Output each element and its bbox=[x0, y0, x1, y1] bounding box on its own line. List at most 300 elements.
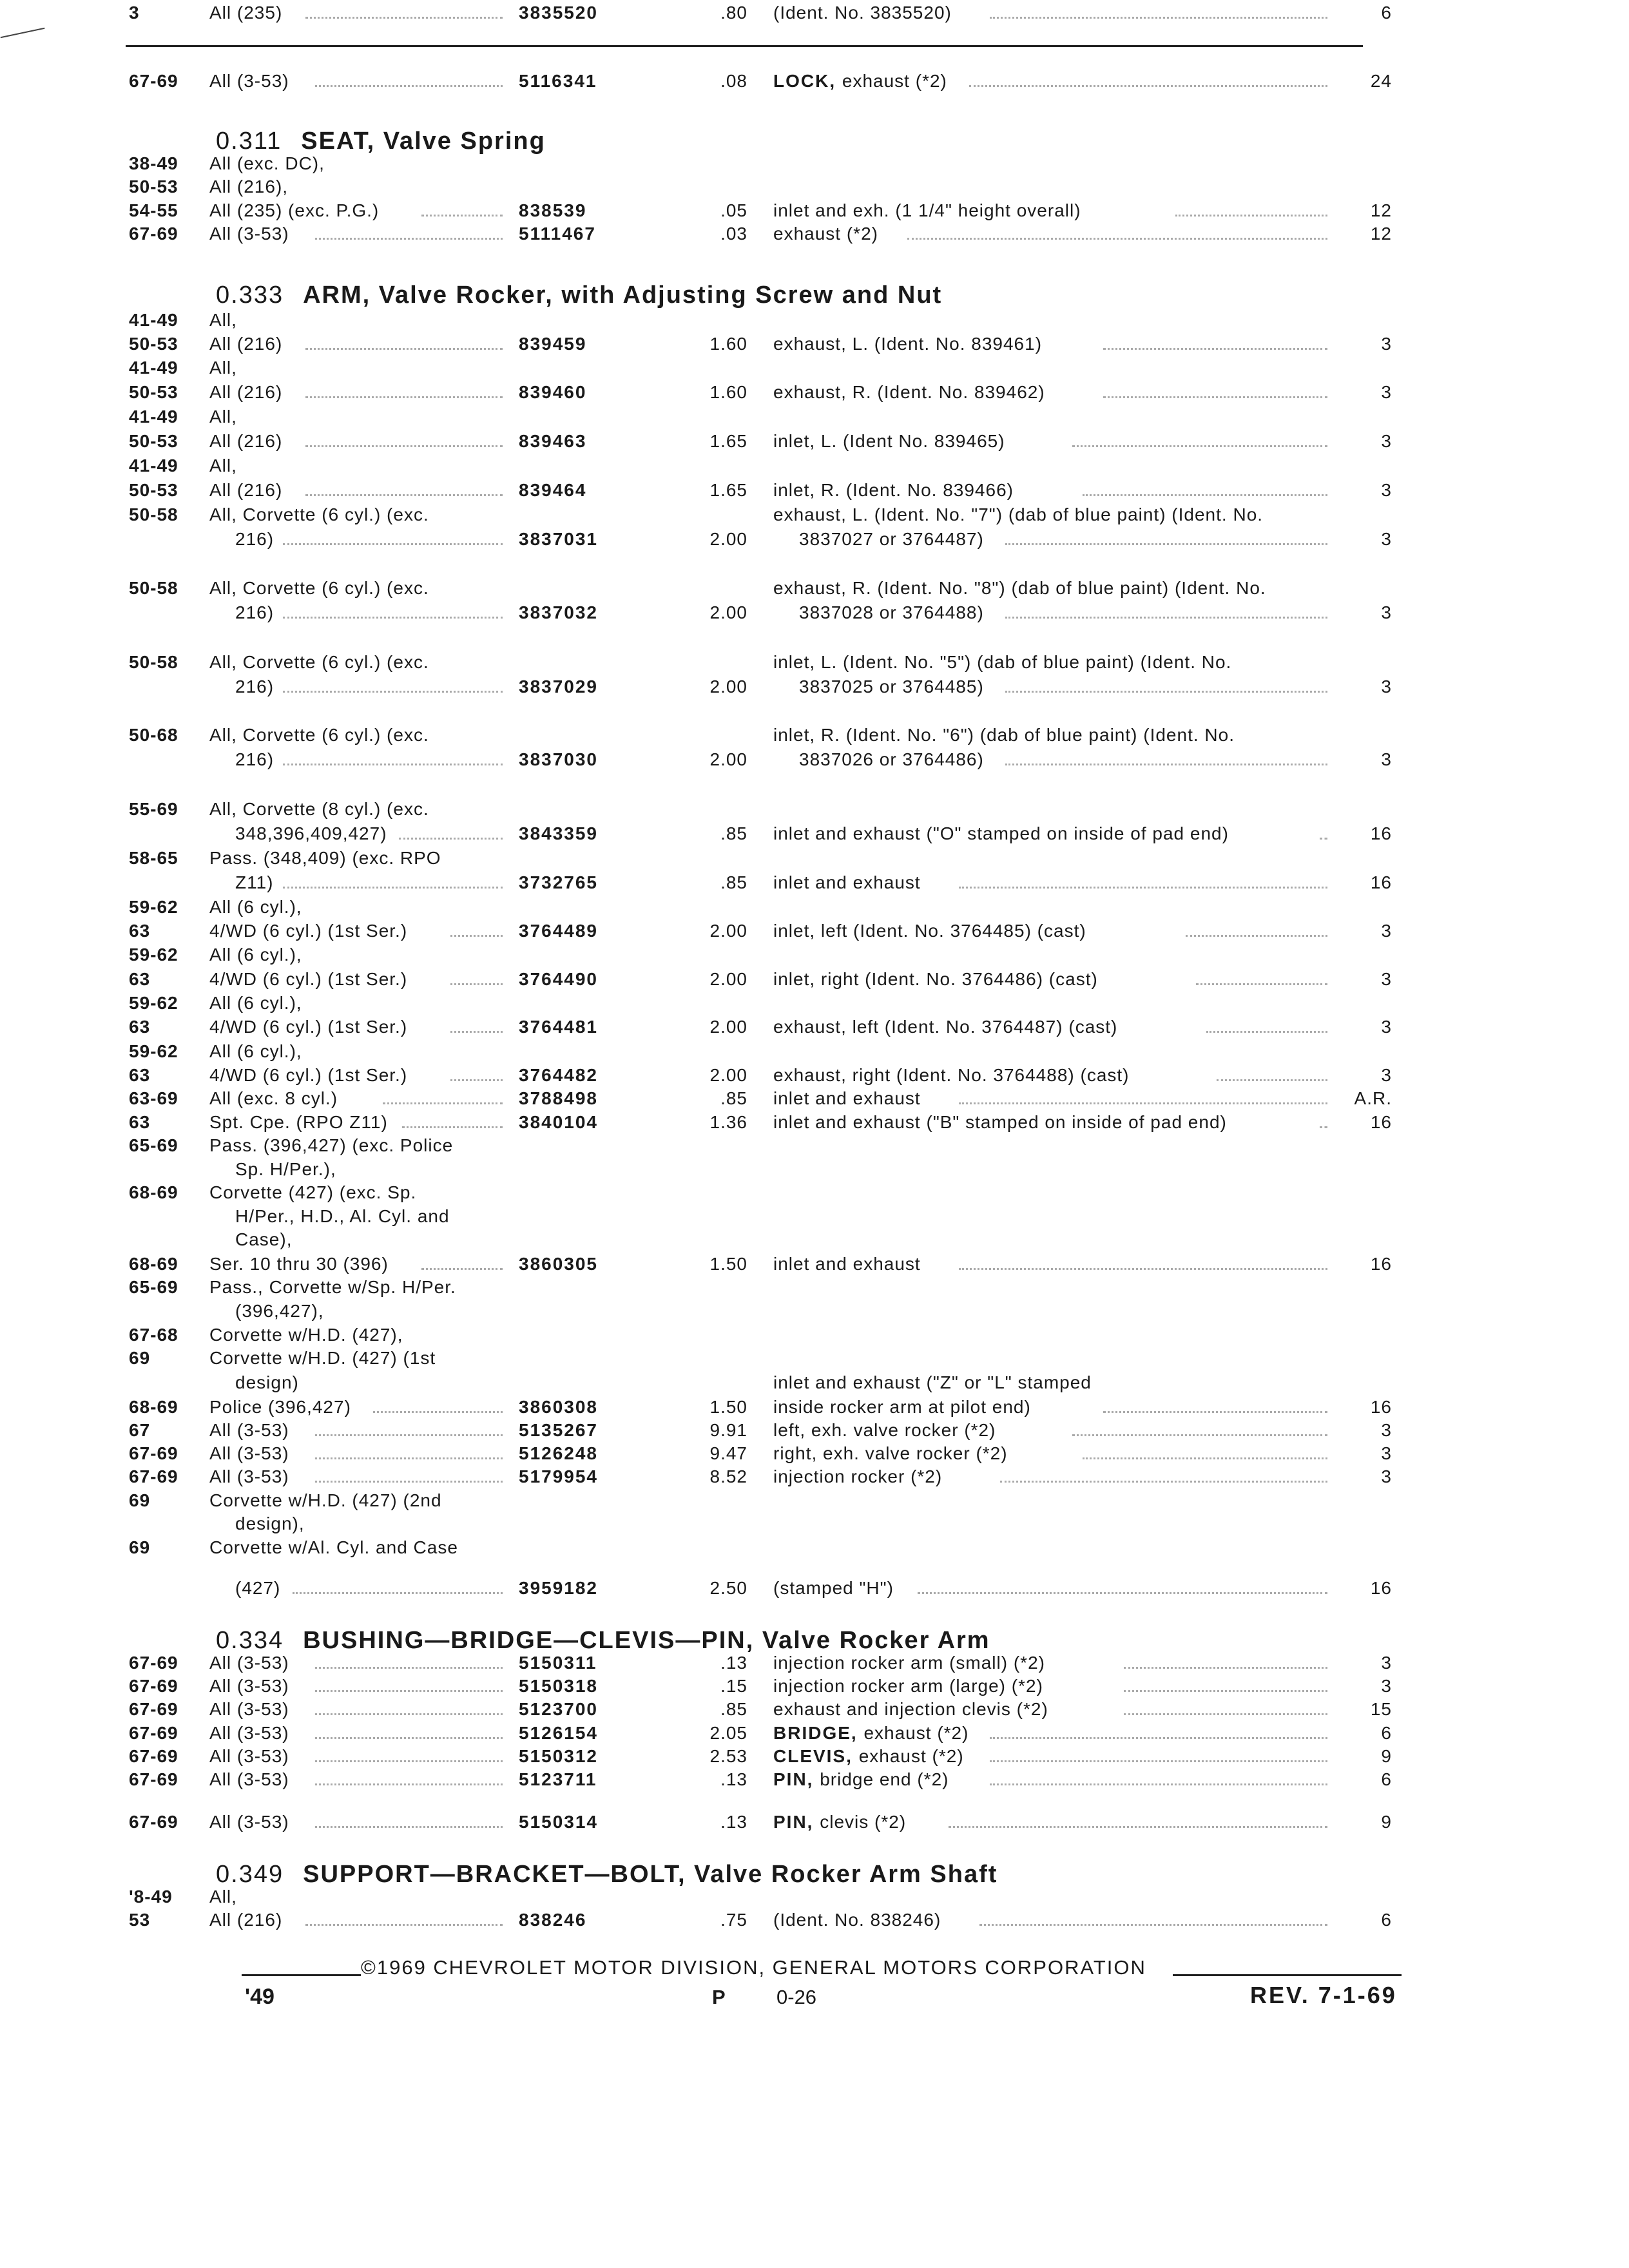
application: All (3-53) bbox=[209, 1812, 289, 1832]
leader-dots bbox=[1196, 983, 1327, 985]
part-row bbox=[0, 1322, 1629, 1348]
leader-dots bbox=[1005, 691, 1327, 693]
model-years: 67-69 bbox=[129, 71, 178, 91]
part-row bbox=[0, 1227, 1629, 1253]
leader-dots bbox=[990, 1737, 1327, 1739]
part-number: 839459 bbox=[519, 334, 587, 354]
leader-dots bbox=[421, 1268, 503, 1270]
part-row bbox=[0, 380, 1629, 405]
leader-dots bbox=[283, 887, 503, 889]
part-row bbox=[0, 355, 1629, 381]
model-years: 67-69 bbox=[129, 1653, 178, 1673]
section-title: SUPPORT—BRACKET—BOLT, Valve Rocker Arm Shaft bbox=[303, 1861, 998, 1888]
leader-dots bbox=[1206, 1031, 1327, 1033]
part-number: 5123711 bbox=[519, 1769, 597, 1789]
description: inlet and exhaust bbox=[773, 1088, 921, 1108]
quantity: 3 bbox=[1381, 677, 1392, 697]
quantity: 3 bbox=[1381, 1443, 1392, 1463]
part-number: 5150311 bbox=[519, 1653, 597, 1673]
quantity: 24 bbox=[1370, 71, 1392, 91]
quantity: 9 bbox=[1381, 1812, 1392, 1832]
page-number: '49 bbox=[245, 1984, 275, 2009]
description-continued: 3837028 or 3764488) bbox=[799, 602, 984, 622]
price: 9.91 bbox=[709, 1420, 747, 1440]
price: .13 bbox=[720, 1653, 747, 1673]
model-years: 68-69 bbox=[129, 1182, 178, 1202]
part-row bbox=[0, 942, 1629, 968]
description-keyword: PIN, bbox=[773, 1812, 820, 1832]
model-years: 50-53 bbox=[129, 382, 178, 402]
part-row bbox=[0, 331, 1629, 357]
leader-dots bbox=[969, 85, 1327, 87]
leader-dots bbox=[315, 1434, 503, 1436]
leader-dots bbox=[918, 1592, 1327, 1594]
description: inlet and exhaust bbox=[773, 872, 921, 892]
model-years: 63 bbox=[129, 1017, 151, 1037]
description-continued: 3837026 or 3764486) bbox=[799, 749, 984, 769]
part-row bbox=[0, 526, 1629, 552]
description: exhaust, L. (Ident. No. "7") (dab of blue paint) (Ident. No. bbox=[773, 505, 1264, 524]
part-row bbox=[0, 1441, 1629, 1466]
part-number: 3837030 bbox=[519, 749, 599, 769]
leader-dots bbox=[305, 17, 503, 19]
part-row bbox=[0, 1511, 1629, 1537]
revision-date: REV. 7-1-69 bbox=[1250, 1982, 1397, 2008]
part-row bbox=[0, 722, 1629, 748]
section-number: 0.334 bbox=[216, 1627, 284, 1654]
quantity: 16 bbox=[1370, 1397, 1392, 1417]
quantity: 16 bbox=[1370, 1112, 1392, 1132]
price: .08 bbox=[720, 71, 747, 91]
leader-dots bbox=[1124, 1667, 1327, 1669]
application: All (3-53) bbox=[209, 1676, 289, 1696]
model-years: 63 bbox=[129, 1112, 151, 1132]
model-years: 67-69 bbox=[129, 1676, 178, 1696]
part-row bbox=[0, 1744, 1629, 1769]
part-row bbox=[0, 1809, 1629, 1835]
part-row bbox=[0, 1110, 1629, 1135]
leader-dots bbox=[315, 1826, 503, 1828]
model-years: 38-49 bbox=[129, 153, 178, 173]
part-number: 838539 bbox=[519, 200, 587, 220]
leader-dots bbox=[305, 348, 503, 350]
part-row bbox=[0, 1720, 1629, 1746]
leader-dots bbox=[315, 1783, 503, 1785]
part-number: 3837032 bbox=[519, 602, 599, 622]
price: 2.53 bbox=[709, 1746, 747, 1766]
part-row bbox=[0, 453, 1629, 479]
model-years: 69 bbox=[129, 1490, 151, 1510]
quantity: 16 bbox=[1370, 823, 1392, 843]
model-years: 50-58 bbox=[129, 505, 178, 524]
part-number: 3764482 bbox=[519, 1065, 599, 1085]
part-number: 3860305 bbox=[519, 1254, 599, 1274]
part-number: 5126248 bbox=[519, 1443, 599, 1463]
price: .13 bbox=[720, 1769, 747, 1789]
description: (stamped "H") bbox=[773, 1578, 894, 1598]
part-row bbox=[0, 1251, 1629, 1277]
description-keyword: CLEVIS, bbox=[773, 1746, 859, 1766]
application: Pass. (396,427) (exc. Police bbox=[209, 1135, 454, 1155]
description: CLEVIS, exhaust (*2) bbox=[773, 1746, 964, 1766]
description: left, exh. valve rocker (*2) bbox=[773, 1420, 996, 1440]
model-years: '8-49 bbox=[129, 1887, 173, 1907]
model-years: 67 bbox=[129, 1420, 151, 1440]
model-years: 67-68 bbox=[129, 1325, 178, 1345]
description: PIN, bridge end (*2) bbox=[773, 1769, 949, 1789]
application: All (235) bbox=[209, 3, 283, 23]
application: All, Corvette (6 cyl.) (exc. bbox=[209, 652, 429, 672]
part-row bbox=[0, 1180, 1629, 1206]
price: 2.00 bbox=[709, 749, 747, 769]
description: inlet, R. (Ident. No. 839466) bbox=[773, 480, 1014, 500]
application: All (216) bbox=[209, 382, 283, 402]
application: Police (396,427) bbox=[209, 1397, 351, 1417]
part-row bbox=[0, 1535, 1629, 1561]
quantity: 3 bbox=[1381, 334, 1392, 354]
application: All (3-53) bbox=[209, 224, 289, 244]
part-number: 3764481 bbox=[519, 1017, 599, 1037]
application-continued: design), bbox=[235, 1514, 305, 1533]
part-row bbox=[0, 1298, 1629, 1324]
part-row bbox=[0, 870, 1629, 896]
application-continued: Z11) bbox=[235, 872, 274, 892]
description-continued: 3837027 or 3764487) bbox=[799, 529, 984, 549]
model-years: 54-55 bbox=[129, 200, 178, 220]
model-years: 50-53 bbox=[129, 177, 178, 197]
part-row bbox=[0, 821, 1629, 847]
model-years: 67-69 bbox=[129, 1746, 178, 1766]
price: 2.50 bbox=[709, 1578, 747, 1598]
quantity: 6 bbox=[1381, 3, 1392, 23]
model-years: 67-69 bbox=[129, 1769, 178, 1789]
application: 4/WD (6 cyl.) (1st Ser.) bbox=[209, 1065, 408, 1085]
part-number: 5179954 bbox=[519, 1466, 599, 1486]
price: .05 bbox=[720, 200, 747, 220]
price: .85 bbox=[720, 823, 747, 843]
model-years: 67-69 bbox=[129, 224, 178, 244]
price: 9.47 bbox=[709, 1443, 747, 1463]
part-row bbox=[0, 966, 1629, 992]
application: All (216) bbox=[209, 334, 283, 354]
part-row bbox=[0, 174, 1629, 200]
description: inlet, L. (Ident. No. "5") (dab of blue paint) (Ident. No. bbox=[773, 652, 1232, 672]
application: Corvette w/Al. Cyl. and Case bbox=[209, 1537, 458, 1557]
description: exhaust, R. (Ident. No. "8") (dab of blue paint) (Ident. No. bbox=[773, 578, 1266, 598]
application: All (3-53) bbox=[209, 1653, 289, 1673]
leader-dots bbox=[402, 1126, 503, 1128]
application: Corvette w/H.D. (427) (2nd bbox=[209, 1490, 442, 1510]
part-row bbox=[0, 151, 1629, 177]
quantity: 3 bbox=[1381, 1065, 1392, 1085]
part-row bbox=[0, 198, 1629, 224]
part-row bbox=[0, 600, 1629, 626]
leader-dots bbox=[1124, 1713, 1327, 1715]
description: exhaust, left (Ident. No. 3764487) (cast) bbox=[773, 1017, 1118, 1037]
application: All (exc. DC), bbox=[209, 153, 325, 173]
price: 1.65 bbox=[709, 480, 747, 500]
quantity: 16 bbox=[1370, 1578, 1392, 1598]
part-row bbox=[0, 404, 1629, 430]
part-number: 3860308 bbox=[519, 1397, 599, 1417]
application-continued: Case), bbox=[235, 1229, 293, 1249]
model-years: 68-69 bbox=[129, 1397, 178, 1417]
quantity: 3 bbox=[1381, 431, 1392, 451]
part-row bbox=[0, 1157, 1629, 1182]
application: All, bbox=[209, 407, 237, 427]
leader-dots bbox=[979, 1924, 1327, 1926]
part-number: 3840104 bbox=[519, 1112, 599, 1132]
description-keyword: PIN, bbox=[773, 1769, 820, 1789]
section-number: 0.311 bbox=[216, 128, 282, 155]
application-continued: (396,427), bbox=[235, 1301, 324, 1321]
part-row bbox=[0, 747, 1629, 773]
model-years: 67-69 bbox=[129, 1812, 178, 1832]
model-years: 59-62 bbox=[129, 945, 178, 965]
leader-dots bbox=[315, 1713, 503, 1715]
price: 2.00 bbox=[709, 921, 747, 941]
part-number: 839464 bbox=[519, 480, 587, 500]
leader-dots bbox=[283, 764, 503, 765]
leader-dots bbox=[305, 396, 503, 398]
quantity: 6 bbox=[1381, 1910, 1392, 1930]
quantity: 12 bbox=[1370, 200, 1392, 220]
model-years: 69 bbox=[129, 1537, 151, 1557]
leader-dots bbox=[990, 1783, 1327, 1785]
price: 1.36 bbox=[709, 1112, 747, 1132]
application: All (216) bbox=[209, 480, 283, 500]
price: 2.00 bbox=[709, 969, 747, 989]
section-title: ARM, Valve Rocker, with Adjusting Screw and Nut bbox=[303, 282, 943, 309]
part-number: 3788498 bbox=[519, 1088, 599, 1108]
description: inlet, L. (Ident No. 839465) bbox=[773, 431, 1005, 451]
application: Spt. Cpe. (RPO Z11) bbox=[209, 1112, 388, 1132]
description: inlet and exh. (1 1/4" height overall) bbox=[773, 200, 1081, 220]
quantity: 6 bbox=[1381, 1769, 1392, 1789]
model-years: 50-53 bbox=[129, 480, 178, 500]
model-years: 63 bbox=[129, 921, 151, 941]
part-row bbox=[0, 1014, 1629, 1040]
model-years: 69 bbox=[129, 1348, 151, 1368]
part-row bbox=[0, 1696, 1629, 1722]
quantity: 3 bbox=[1381, 529, 1392, 549]
part-row bbox=[0, 1575, 1629, 1601]
price: 1.50 bbox=[709, 1397, 747, 1417]
part-number: 5150314 bbox=[519, 1812, 599, 1832]
leader-dots bbox=[315, 1690, 503, 1692]
application-continued: design) bbox=[235, 1372, 299, 1392]
model-years: 59-62 bbox=[129, 897, 178, 917]
part-row bbox=[0, 1394, 1629, 1420]
part-row bbox=[0, 1884, 1629, 1910]
model-years: 41-49 bbox=[129, 310, 178, 330]
top-rule bbox=[126, 45, 1363, 47]
part-row bbox=[0, 649, 1629, 675]
part-number: 5111467 bbox=[519, 224, 596, 244]
application: All (235) (exc. P.G.) bbox=[209, 200, 380, 220]
leader-dots bbox=[450, 983, 503, 985]
part-row bbox=[0, 428, 1629, 454]
description: injection rocker arm (small) (*2) bbox=[773, 1653, 1045, 1673]
part-number: 3837029 bbox=[519, 677, 599, 697]
application: All, Corvette (8 cyl.) (exc. bbox=[209, 799, 429, 819]
leader-dots bbox=[315, 1457, 503, 1459]
leader-dots bbox=[1083, 494, 1327, 496]
application: All (6 cyl.), bbox=[209, 945, 302, 965]
application: All (216) bbox=[209, 431, 283, 451]
part-row bbox=[0, 1907, 1629, 1933]
leader-dots bbox=[1083, 1457, 1327, 1459]
description: inlet and exhaust ("O" stamped on inside of pad end) bbox=[773, 823, 1229, 843]
model-years: 67-69 bbox=[129, 1443, 178, 1463]
leader-dots bbox=[1103, 348, 1327, 350]
quantity: 3 bbox=[1381, 1420, 1392, 1440]
leader-dots bbox=[1320, 1126, 1327, 1128]
model-years: 50-58 bbox=[129, 578, 178, 598]
description: PIN, clevis (*2) bbox=[773, 1812, 907, 1832]
application: All (3-53) bbox=[209, 1466, 289, 1486]
application: 4/WD (6 cyl.) (1st Ser.) bbox=[209, 921, 408, 941]
leader-dots bbox=[1320, 838, 1327, 840]
application: Pass. (348,409) (exc. RPO bbox=[209, 848, 441, 868]
price: 2.00 bbox=[709, 677, 747, 697]
leader-dots bbox=[949, 1826, 1327, 1828]
part-row bbox=[0, 845, 1629, 871]
part-number: 3732765 bbox=[519, 872, 599, 892]
leader-dots bbox=[283, 543, 503, 545]
application: All (6 cyl.), bbox=[209, 897, 302, 917]
application-continued: (427) bbox=[235, 1578, 281, 1598]
description: (Ident. No. 838246) bbox=[773, 1910, 941, 1930]
application: Corvette (427) (exc. Sp. bbox=[209, 1182, 417, 1202]
part-row bbox=[0, 894, 1629, 920]
description: exhaust (*2) bbox=[773, 224, 878, 244]
leader-dots bbox=[399, 838, 503, 840]
quantity: 3 bbox=[1381, 1017, 1392, 1037]
leader-dots bbox=[450, 935, 503, 937]
part-row bbox=[0, 1767, 1629, 1792]
description: exhaust, right (Ident. No. 3764488) (cast) bbox=[773, 1065, 1130, 1085]
part-number: 5116341 bbox=[519, 71, 597, 91]
part-number: 5150312 bbox=[519, 1746, 599, 1766]
description: inlet and exhaust ("Z" or "L" stamped bbox=[773, 1372, 1092, 1392]
leader-dots bbox=[315, 238, 503, 240]
price: 2.00 bbox=[709, 529, 747, 549]
model-years: 41-49 bbox=[129, 407, 178, 427]
application-continued: Sp. H/Per.), bbox=[235, 1159, 336, 1179]
description: inlet, right (Ident. No. 3764486) (cast) bbox=[773, 969, 1098, 989]
application: All (3-53) bbox=[209, 1769, 289, 1789]
model-years: 3 bbox=[129, 3, 140, 23]
leader-dots bbox=[959, 887, 1327, 889]
leader-dots bbox=[990, 1760, 1327, 1762]
part-row bbox=[0, 1345, 1629, 1371]
quantity: A.R. bbox=[1354, 1088, 1392, 1108]
part-row bbox=[0, 1039, 1629, 1064]
section-title: SEAT, Valve Spring bbox=[301, 128, 546, 155]
quantity: 3 bbox=[1381, 382, 1392, 402]
footer-rule-left bbox=[242, 1974, 361, 1976]
model-years: 67-69 bbox=[129, 1466, 178, 1486]
description: inlet and exhaust ("B" stamped on inside of pad end) bbox=[773, 1112, 1227, 1132]
application: All (3-53) bbox=[209, 1723, 289, 1743]
part-number: 3764490 bbox=[519, 969, 599, 989]
part-row bbox=[0, 990, 1629, 1016]
leader-dots bbox=[305, 1924, 503, 1926]
model-years: 50-53 bbox=[129, 334, 178, 354]
description-keyword: LOCK, bbox=[773, 71, 842, 91]
price: 1.50 bbox=[709, 1254, 747, 1274]
leader-dots bbox=[959, 1102, 1327, 1104]
part-number: 839463 bbox=[519, 431, 587, 451]
leader-dots bbox=[450, 1079, 503, 1081]
description: BRIDGE, exhaust (*2) bbox=[773, 1723, 969, 1743]
application: Ser. 10 thru 30 (396) bbox=[209, 1254, 389, 1274]
description: inside rocker arm at pilot end) bbox=[773, 1397, 1031, 1417]
leader-dots bbox=[283, 691, 503, 693]
model-years: 55-69 bbox=[129, 799, 178, 819]
quantity: 9 bbox=[1381, 1746, 1392, 1766]
quantity: 3 bbox=[1381, 1653, 1392, 1673]
price: 2.00 bbox=[709, 602, 747, 622]
leader-dots bbox=[1000, 1481, 1327, 1483]
price: 2.00 bbox=[709, 1065, 747, 1085]
model-years: 50-68 bbox=[129, 725, 178, 745]
section-letter: P bbox=[712, 1986, 726, 2008]
part-row bbox=[0, 1133, 1629, 1158]
part-number: 5126154 bbox=[519, 1723, 599, 1743]
part-row bbox=[0, 0, 1629, 26]
section-number: 0.333 bbox=[216, 282, 284, 309]
model-years: 59-62 bbox=[129, 993, 178, 1013]
model-years: 50-58 bbox=[129, 652, 178, 672]
copyright-line: ©1969 CHEVROLET MOTOR DIVISION, GENERAL MOTORS CORPORATION bbox=[361, 1956, 1146, 1979]
part-row bbox=[0, 1488, 1629, 1514]
section-number: 0.349 bbox=[216, 1861, 284, 1888]
price: .85 bbox=[720, 1088, 747, 1108]
application-continued: 348,396,409,427) bbox=[235, 823, 387, 843]
description: exhaust, L. (Ident. No. 839461) bbox=[773, 334, 1043, 354]
price: 1.65 bbox=[709, 431, 747, 451]
application: All, Corvette (6 cyl.) (exc. bbox=[209, 505, 429, 524]
leader-dots bbox=[1186, 935, 1327, 937]
part-number: 3959182 bbox=[519, 1578, 599, 1598]
leader-dots bbox=[1124, 1690, 1327, 1692]
leader-dots bbox=[990, 17, 1327, 19]
footer-rule-right bbox=[1173, 1974, 1402, 1976]
application: All (3-53) bbox=[209, 1699, 289, 1719]
leader-dots bbox=[907, 238, 1327, 240]
description: exhaust and injection clevis (*2) bbox=[773, 1699, 1048, 1719]
leader-dots bbox=[1103, 396, 1327, 398]
quantity: 12 bbox=[1370, 224, 1392, 244]
model-years: 65-69 bbox=[129, 1277, 178, 1297]
price: 2.00 bbox=[709, 1017, 747, 1037]
model-years: 41-49 bbox=[129, 456, 178, 476]
application: All (3-53) bbox=[209, 71, 289, 91]
leader-dots bbox=[305, 445, 503, 447]
part-row bbox=[0, 1370, 1629, 1396]
price: 1.60 bbox=[709, 334, 747, 354]
quantity: 3 bbox=[1381, 749, 1392, 769]
price: .85 bbox=[720, 1699, 747, 1719]
application-continued: 216) bbox=[235, 677, 275, 697]
part-number: 5123700 bbox=[519, 1699, 599, 1719]
application: All (6 cyl.), bbox=[209, 993, 302, 1013]
leader-dots bbox=[315, 1760, 503, 1762]
leader-dots bbox=[1217, 1079, 1327, 1081]
model-years: 67-69 bbox=[129, 1723, 178, 1743]
